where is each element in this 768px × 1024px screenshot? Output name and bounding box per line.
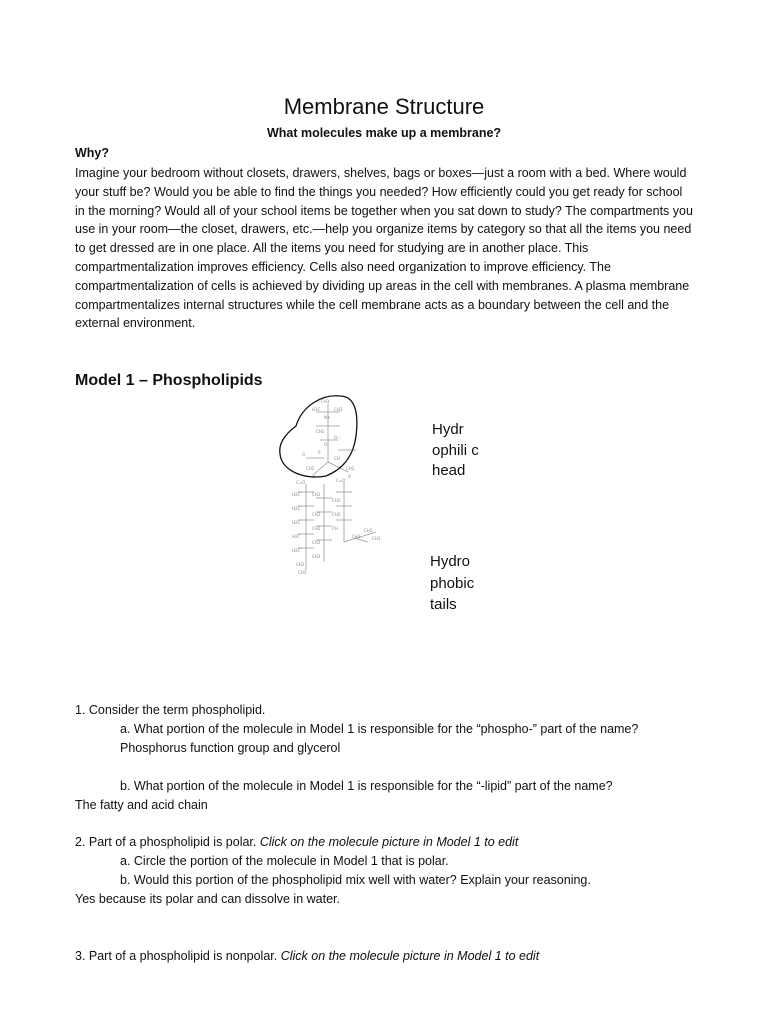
svg-text:CH2: CH2 [332, 498, 341, 503]
svg-text:H2C: H2C [292, 534, 301, 539]
svg-text:O: O [312, 474, 316, 479]
svg-text:CH2: CH2 [312, 512, 321, 517]
svg-text:CH2: CH2 [346, 466, 355, 471]
svg-text:H3C: H3C [312, 407, 321, 412]
svg-text:CH2: CH2 [364, 528, 373, 533]
model-1-heading: Model 1 – Phospholipids [75, 372, 263, 389]
molecule-structure [298, 404, 376, 570]
svg-text:CH3: CH3 [312, 554, 321, 559]
page-subtitle: What molecules make up a membrane? [266, 126, 502, 140]
hydrophilic-head-label: Hydr ophili c head [432, 421, 479, 479]
svg-text:P: P [318, 450, 321, 455]
question-3 [75, 947, 539, 966]
svg-text:CH: CH [332, 526, 338, 531]
question-1a: a. What portion of the molecule in Model 1 is responsible for the “phospho-” part of the name? [120, 722, 639, 736]
why-paragraph: Imagine your bedroom without closets, drawers, shelves, bags or boxes—just a room with a bed. Where would your stuff be? Would you be able to find the things you needed? How efficiently could you get ready for school in the morning? Would all of your school items be together when you sat down to study? The compartments you use in your room—the closet, drawers, etc.—help you organize items by category so that all the items you need to get dressed are in one place. All the items you need for studying are in another place. This compartmentalization improves efficiency. Cells also need organization to improve efficiency. The compartmentalization of cells is achieved by dividing up areas in the cell with membranes. A plasma membrane compartmentalizes internal structures while the cell membrane acts as a boundary between the cell and the external environment. [75, 166, 693, 331]
question-3-edit-note: Click on the molecule picture in Model 1 to edit [280, 949, 540, 963]
svg-text:CH2: CH2 [312, 492, 321, 497]
svg-text:CH2: CH2 [312, 540, 321, 545]
atom-symbols [292, 399, 381, 575]
svg-text:O: O [348, 474, 352, 479]
why-label: Why? [75, 146, 110, 160]
svg-text:CH: CH [334, 456, 340, 461]
svg-text:H2C: H2C [292, 492, 301, 497]
svg-text:CH3: CH3 [298, 570, 307, 575]
svg-text:CH2: CH2 [312, 526, 321, 531]
svg-text:H2C: H2C [292, 548, 301, 553]
svg-text:C=O: C=O [336, 478, 346, 483]
answer-1a[interactable]: Phosphorus function group and glycerol [120, 741, 341, 755]
svg-text:O: O [324, 442, 328, 447]
hydrophobic-tails-label: Hydro phobic tails [430, 553, 475, 613]
answer-1b[interactable]: The fatty and acid chain [75, 798, 208, 812]
svg-text:N+: N+ [324, 415, 331, 420]
svg-text:CH3: CH3 [372, 536, 381, 541]
question-2-edit-note: Click on the molecule picture in Model 1 to edit [259, 835, 519, 849]
question-1: 1. Consider the term phospholipid. [75, 703, 266, 717]
svg-text:C=O: C=O [296, 480, 306, 485]
svg-text:O: O [302, 452, 306, 457]
question-2 [75, 833, 518, 852]
svg-text:CH2: CH2 [316, 429, 325, 434]
svg-text:CH2: CH2 [332, 512, 341, 517]
svg-text:CH2: CH2 [352, 534, 361, 539]
svg-text:CH2: CH2 [306, 466, 315, 471]
phospholipid-molecule-image[interactable] [276, 392, 388, 577]
question-2b: b. Would this portion of the phospholipid mix well with water? Explain your reasoning. [120, 873, 591, 887]
svg-text:CH3: CH3 [334, 407, 343, 412]
question-1b: b. What portion of the molecule in Model 1 is responsible for the “-lipid” part of the name? [120, 779, 613, 793]
svg-text:H2C: H2C [292, 506, 301, 511]
page-title: Membrane Structure [283, 94, 485, 119]
svg-text:O−: O− [334, 435, 341, 440]
question-3-text: 3. Part of a phospholipid is nonpolar. [75, 949, 281, 963]
question-2a: a. Circle the portion of the molecule in Model 1 that is polar. [120, 854, 449, 868]
answer-2b[interactable]: Yes because its polar and can dissolve in water. [75, 892, 340, 906]
question-2-text: 2. Part of a phospholipid is polar. [75, 835, 260, 849]
svg-text:CH3: CH3 [321, 399, 330, 404]
svg-text:CH2: CH2 [296, 562, 305, 567]
svg-text:H2C: H2C [292, 520, 301, 525]
